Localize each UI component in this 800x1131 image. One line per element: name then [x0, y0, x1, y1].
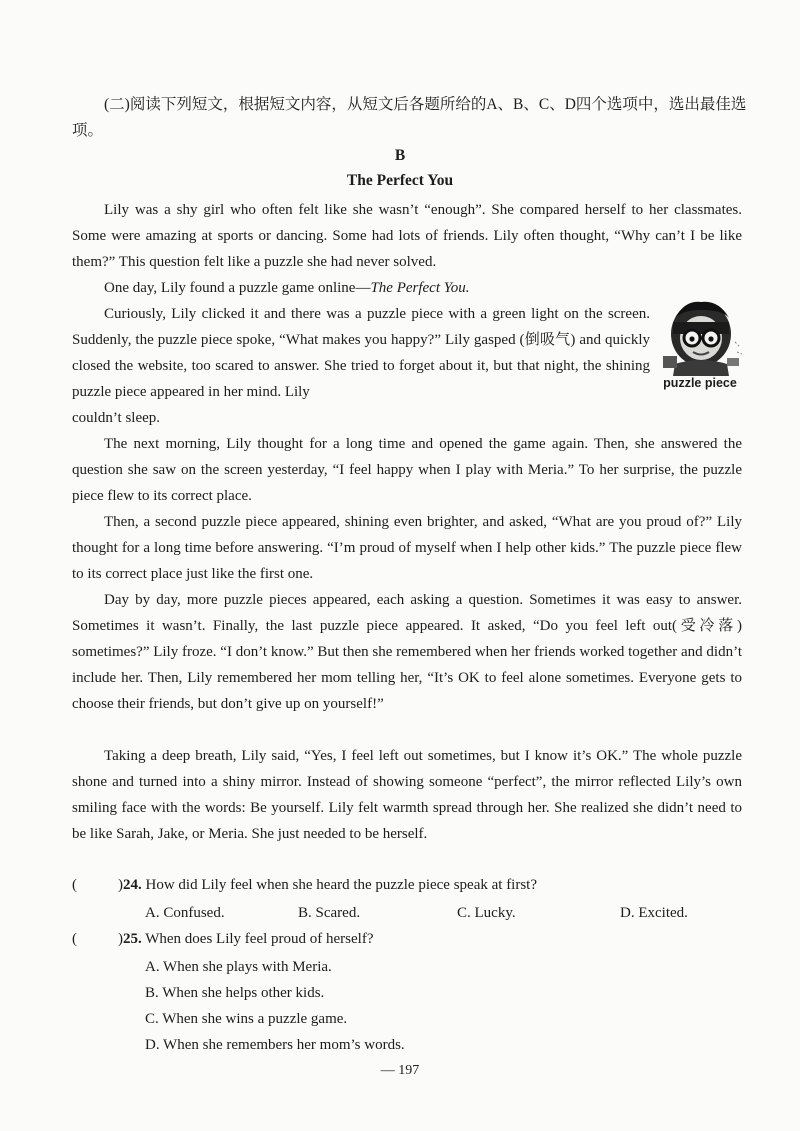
game-title: The Perfect You. — [370, 280, 470, 296]
question-text: How did Lily feel when she heard the puzzle piece speak at first? — [145, 877, 538, 893]
option-25-a[interactable]: A. When she plays with Meria. — [145, 959, 332, 975]
passage-title: The Perfect You — [346, 172, 454, 189]
option-24-b[interactable]: B. Scared. — [298, 905, 361, 921]
paren-close: ) — [118, 877, 123, 893]
paragraph-3: Curiously, Lily clicked it and there was a puzzle piece with a green light on the screen. Suddenly, the puzzle piece spoke, “What makes you happy?” Lily gasped (倒吸气) and quickly closed the website, too scared to answer. She tried to forget about it, but that night, the shining puzzle piece appeared in her mind. Lily — [72, 306, 650, 400]
option-25-c[interactable]: C. When she wins a puzzle game. — [145, 1011, 348, 1027]
option-25-d[interactable]: D. When she remembers her mom’s words. — [145, 1037, 405, 1053]
question-number: 25. — [123, 931, 142, 947]
question-25 — [72, 927, 373, 951]
question-24 — [72, 873, 537, 897]
question-number: 24. — [123, 877, 142, 893]
instruction-text: (二)阅读下列短文，根据短文内容，从短文后各题所给的A、B、C、D四个选项中，选出最佳选项。 — [72, 96, 747, 139]
paragraph-4: The next morning, Lily thought for a long time and opened the game again. Then, she answered the question she saw on the screen yesterday, “I feel happy when I play with Meria.” To her surprise, the puzzle piece flew to its correct place. — [72, 436, 742, 504]
option-24-c[interactable]: C. Lucky. — [457, 905, 516, 921]
paren-open: ( — [72, 877, 77, 893]
paragraph-1: Lily was a shy girl who often felt like she wasn’t “enough”. She compared herself to her classmates. Some were amazing at sports or dancing. Some had lots of friends. Lily often thought, “Why can’t I be like them?” This question felt like a puzzle she had never solved. — [72, 202, 742, 270]
paren-close: ) — [118, 931, 123, 947]
paragraph-6: Day by day, more puzzle pieces appeared, each asking a question. Sometimes it was easy to answer. Sometimes it wasn’t. Finally, the last puzzle piece appeared. It asked, “Do you feel left out(受冷落) sometimes?” Lily froze. “I don’t know.” But then she remembered when her friends worked together and didn’t include her. Then, Lily remembered her mom telling her, “It’s OK to feel alone sometimes. Everyone gets to choose their friends, but don’t give up on yourself!” — [72, 592, 742, 712]
option-25-b[interactable]: B. When she helps other kids. — [145, 985, 325, 1001]
paragraph-2 — [72, 275, 742, 301]
page-number: — 197 — [380, 1063, 420, 1078]
paragraph-2-text: One day, Lily found a puzzle game online— — [104, 280, 371, 296]
girl-with-glasses-icon — [655, 300, 745, 376]
figure-caption: puzzle piece — [663, 376, 737, 390]
answer-blank-24[interactable] — [72, 873, 118, 897]
section-letter: B — [394, 147, 406, 164]
option-24-a[interactable]: A. Confused. — [145, 905, 225, 921]
answer-blank-25[interactable] — [72, 927, 118, 951]
question-text: When does Lily feel proud of herself? — [145, 931, 374, 947]
paren-open: ( — [72, 931, 77, 947]
paragraph-7: Taking a deep breath, Lily said, “Yes, I feel left out sometimes, but I know it’s OK.” The whole puzzle shone and turned into a shiny mirror. Instead of showing someone “perfect”, the mirror reflected Lily’s own smiling face with the words: Be yourself. Lily felt warmth spread through her. She realized she didn’t need to be like Sarah, Jake, or Meria. She just needed to be herself. — [72, 748, 742, 842]
paragraph-5: Then, a second puzzle piece appeared, shining even brighter, and asked, “What are you proud of?” Lily thought for a long time before answering. “I’m proud of myself when I help other kids.” The puzzle piece flew to its correct place just like the first one. — [72, 514, 742, 582]
paragraph-3-end: couldn’t sleep. — [72, 410, 161, 426]
option-24-d[interactable]: D. Excited. — [620, 905, 688, 921]
